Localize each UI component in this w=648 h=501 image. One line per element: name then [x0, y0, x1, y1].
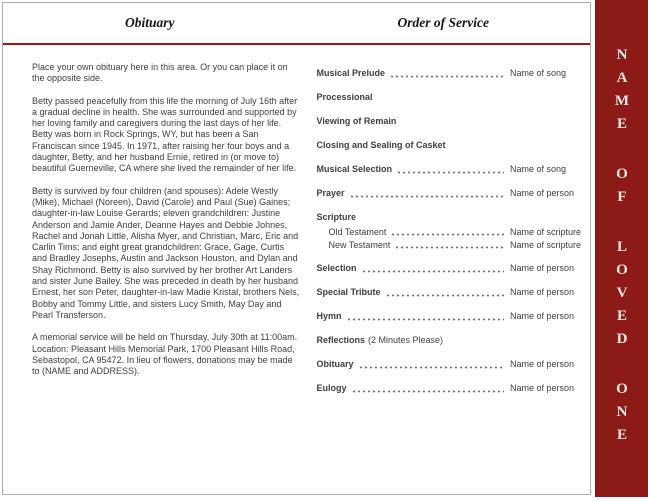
order-row-label: Closing and Sealing of Casket	[316, 140, 446, 150]
order-row-label: Processional	[316, 92, 373, 102]
obituary-column	[32, 62, 300, 406]
order-row-value: Name of scripture	[510, 240, 582, 250]
order-row-musical-prelude	[317, 67, 591, 80]
sidebar-word-of: OF	[614, 166, 630, 212]
order-row-label: Obituary	[316, 359, 354, 369]
order-row-new-testament	[317, 239, 591, 251]
order-row-musical-selection	[317, 163, 591, 176]
order-row-label: Selection	[316, 263, 357, 273]
dotted-leader	[392, 233, 504, 236]
program-page	[2, 2, 591, 495]
order-row-label: Scripture	[316, 212, 357, 222]
dotted-leader	[387, 294, 504, 297]
order-row-viewing-of-remain	[317, 115, 591, 128]
order-row-value: Name of scripture	[510, 227, 582, 237]
order-row-label: Prayer	[316, 188, 345, 198]
obituary-paragraph: Betty passed peacefully from this life the morning of July 16th after a gradual decline in health. She was surrounded and supported by her loving family and caregivers during the last days of her life. Betty was born in Rock Springs, WY, but has been a San Franciscan since 1945. In 1971, after raising her four boys and a daughter, Betty, and her husband Ernie, retired in (or move to) beautiful Guerneville, CA where she lived the remainder of her life.	[32, 95, 298, 174]
order-row-value: Name of person	[510, 383, 575, 393]
obituary-title: Obituary	[124, 15, 175, 30]
order-row-value: Name of song	[510, 68, 567, 78]
order-row-label: New Testament	[328, 240, 391, 250]
dotted-leader	[396, 246, 504, 249]
order-row-reflections	[317, 334, 591, 347]
order-row-value: Name of song	[510, 164, 567, 174]
order-row-label: Old Testament	[328, 227, 387, 237]
order-row-processional	[317, 91, 591, 104]
order-row-label: Reflections	[316, 335, 366, 345]
obituary-header-cell	[3, 14, 297, 32]
obituary-paragraph: Betty is survived by four children (and spouses): Adele Westly (Mike), Michael (Noreen), David (Carole) and Paul (Sue) Gaines; daughter-in-law Louise Gerards; eleven grandchildren: Justine Anderson and Jamie Ander, Deanne Hayes and Debbie Johnes, Rachel and Jonah Little, Alisha Myer, and Christian, Marc, Eric and Carlin Tims; and eight great grandchildren: Grace, Gage, Curtis and Bradley Josephs, Austin and Jackson Houston, and Dylan and Shay Richmond. Betty is also survived by her brother Art Landers and sister June Bailey. She was preceded in death by her husband Ernest, her son Peter, daughter-in-law Madie Kristal, brothers Nels, Bobby and Tommy Little, and sisters Lucy Smith, May Day and Pearl Transferson.	[32, 185, 300, 320]
page-content	[3, 45, 590, 406]
order-row-label: Special Tribute	[316, 287, 381, 297]
dotted-leader	[398, 171, 504, 174]
order-row-value: Name of person	[510, 311, 575, 321]
order-row-label: Eulogy	[316, 383, 347, 393]
order-row-closing-and-sealing	[317, 139, 591, 152]
order-row-selection	[317, 262, 591, 275]
order-of-service-header-cell	[297, 14, 591, 32]
order-row-value: Name of person	[510, 287, 575, 297]
order-row-hymn	[317, 310, 591, 323]
dotted-leader	[363, 270, 504, 273]
order-of-service-title: Order of Service	[397, 15, 489, 30]
obituary-paragraph: Place your own obituary here in this area. Or you can place it on the opposite side.	[32, 62, 288, 84]
order-row-label: Viewing of Remain	[316, 116, 397, 126]
sidebar-word-name: NAME	[614, 47, 630, 139]
sidebar-word-loved: LOVED	[614, 239, 630, 354]
order-row-old-testament	[317, 226, 591, 238]
order-row-value: Name of person	[510, 188, 575, 198]
page-header	[3, 3, 590, 45]
sidebar-word-one: ONE	[614, 381, 630, 450]
order-row-label: Musical Prelude	[316, 68, 386, 78]
dotted-leader	[360, 366, 504, 369]
order-row-value: Name of person	[510, 263, 575, 273]
dotted-leader	[348, 318, 504, 321]
obituary-paragraph: A memorial service will be held on Thursday, July 30th at 11:00am. Location: Pleasant Hills Memorial Park, 1700 Pleasant Hills Road, Sebastopol, CA 95472. In lieu of flowers, donations may be made to (NAME and ADDRESS).	[32, 332, 298, 377]
order-row-prayer	[317, 187, 591, 200]
dotted-leader	[391, 75, 504, 78]
order-row-label: Hymn	[316, 311, 342, 321]
dotted-leader	[353, 390, 504, 393]
order-row-eulogy	[317, 382, 591, 395]
order-row-scripture	[317, 211, 591, 224]
order-row-obituary	[317, 358, 591, 371]
order-row-value: Name of person	[510, 359, 575, 369]
order-of-service-column	[317, 62, 591, 406]
sidebar-spine	[595, 0, 648, 497]
order-row-label: Musical Selection	[316, 164, 393, 174]
order-row-special-tribute	[317, 286, 591, 299]
order-row-note: (2 Minutes Please)	[368, 335, 444, 345]
dotted-leader	[351, 195, 504, 198]
